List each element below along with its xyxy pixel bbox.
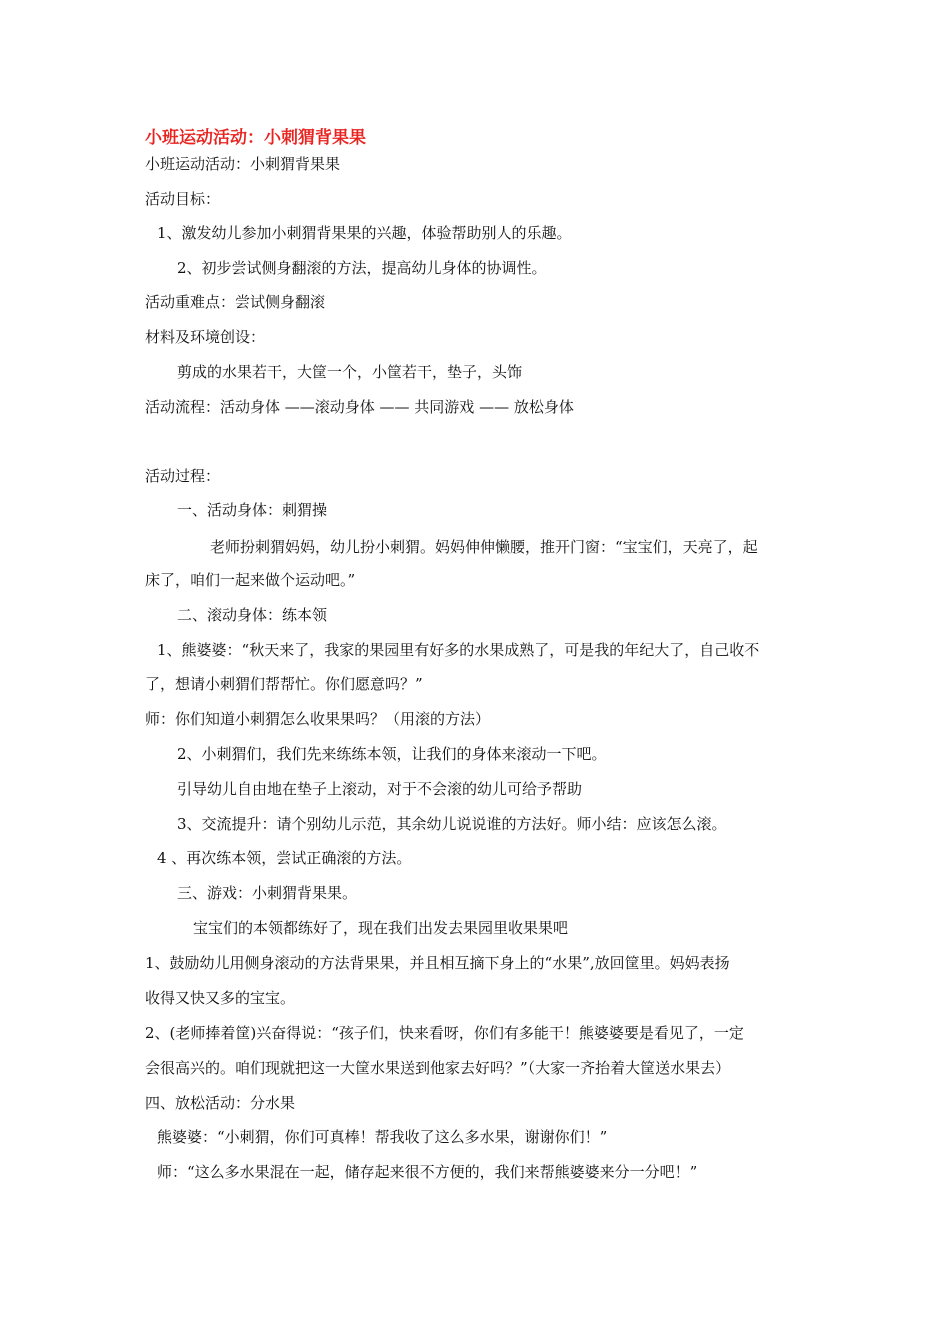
materials-heading: 材料及环境创设： (145, 328, 266, 346)
section-3-heading: 三、游戏：小刺猬背果果。 (177, 884, 358, 902)
section-1-para-line-2: 床了，咱们一起来做个运动吧。” (145, 571, 356, 589)
section-2-item-2: 2、小刺猬们，我们先来练练本领，让我们的身体来滚动一下吧。 (177, 745, 607, 763)
section-2-item-1-line-1: 1、熊婆婆：“秋天来了，我家的果园里有好多的水果成熟了，可是我的年纪大了，自己收不 (157, 641, 760, 659)
section-2-item-1-line-2: 了，想请小刺猬们帮帮忙。你们愿意吗？” (145, 675, 423, 693)
section-3-item-2-line-1: 2、(老师捧着筐)兴奋得说：“孩子们，快来看呀，你们有多能干！熊婆婆要是看见了，一定 (145, 1024, 744, 1042)
section-2-heading: 二、滚动身体：练本领 (177, 606, 328, 624)
guidance-line: 引导幼儿自由地在垫子上滚动，对于不会滚的幼儿可给予帮助 (177, 780, 583, 798)
goals-heading: 活动目标： (145, 190, 221, 208)
section-4-heading: 四、放松活动：分水果 (145, 1094, 296, 1112)
section-2-item-4: 4 、再次练本领，尝试正确滚的方法。 (157, 849, 412, 867)
key-points-line: 活动重难点：尝试侧身翻滚 (145, 293, 326, 311)
section-3-item-1-line-1: 1、鼓励幼儿用侧身滚动的方法背果果，并且相互摘下身上的“水果”,放回筐里。妈妈表扬 (145, 954, 730, 972)
bear-grandma-line: 熊婆婆：“小刺猬，你们可真棒！帮我收了这么多水果，谢谢你们！” (157, 1128, 608, 1146)
goal-2: 2、初步尝试侧身翻滚的方法，提高幼儿身体的协调性。 (177, 259, 547, 277)
subtitle-line: 小班运动活动：小刺猬背果果 (145, 155, 341, 173)
section-3-intro: 宝宝们的本领都练好了，现在我们出发去果园里收果果吧 (193, 919, 569, 937)
section-1-heading: 一、活动身体：刺猬操 (177, 501, 328, 519)
teacher-closing-line: 师：“这么多水果混在一起，储存起来很不方便的，我们来帮熊婆婆来分一分吧！” (157, 1163, 698, 1181)
section-2-item-3: 3、交流提升：请个别幼儿示范，其余幼儿说说谁的方法好。师小结：应该怎么滚。 (177, 815, 727, 833)
section-3-item-2-line-2: 会很高兴的。咱们现就把这一大筐水果送到他家去好吗？”（大家一齐抬着大筐送水果去） (145, 1059, 731, 1077)
section-1-para-line-1: 老师扮刺猬妈妈，幼儿扮小刺猬。妈妈伸伸懒腰，推开门窗：“宝宝们，天亮了，起 (210, 538, 758, 556)
teacher-question-line: 师：你们知道小刺猬怎么收果果吗？（用滚的方法） (145, 710, 491, 728)
process-heading: 活动过程： (145, 467, 221, 485)
flow-line: 活动流程：活动身体 ——滚动身体 —— 共同游戏 —— 放松身体 (145, 398, 574, 416)
document-title: 小班运动活动：小刺猬背果果 (145, 128, 366, 148)
goal-1: 1、激发幼儿参加小刺猬背果果的兴趣，体验帮助别人的乐趣。 (157, 224, 572, 242)
materials-line: 剪成的水果若干，大筐一个，小筐若干，垫子，头饰 (177, 363, 523, 381)
section-3-item-1-line-2: 收得又快又多的宝宝。 (145, 989, 296, 1007)
